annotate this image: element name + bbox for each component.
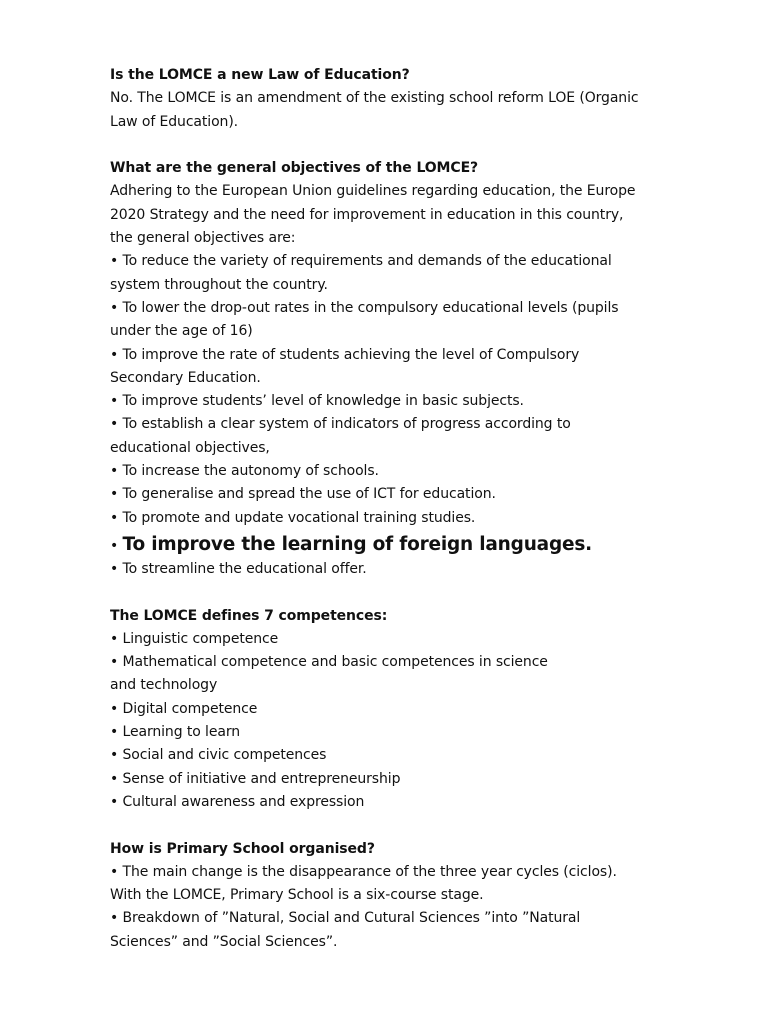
- bullet-line: • Cultural awareness and expression: [110, 793, 365, 810]
- spacer: [110, 814, 670, 837]
- bullet-line: • Sense of initiative and entrepreneurship: [110, 770, 401, 787]
- bullet-line: • To promote and update vocational training studies.: [110, 509, 476, 526]
- bullet-line: • To generalise and spread the use of ICT for education.: [110, 486, 496, 503]
- highlighted-text: To improve the learning of foreign languages.: [122, 533, 592, 555]
- paragraph-line: Adhering to the European Union guidelines regarding education, the Europe: [110, 183, 636, 200]
- paragraph-line: With the LOMCE, Primary School is a six-course stage.: [110, 887, 484, 904]
- bullet-line: • To establish a clear system of indicators of progress according to: [110, 416, 571, 433]
- section-heading-law: Is the LOMCE a new Law of Education?: [110, 67, 410, 83]
- paragraph-line: No. The LOMCE is an amendment of the existing school reform LOE (Organic: [110, 90, 639, 107]
- bullet-marker: •: [110, 537, 123, 554]
- section-heading-competences: The LOMCE defines 7 competences:: [110, 607, 388, 624]
- spacer: [110, 134, 670, 157]
- bullet-line: under the age of 16): [110, 323, 253, 340]
- bullet-line: • Learning to learn: [110, 724, 241, 741]
- bullet-line: • To improve students’ level of knowledge in basic subjects.: [110, 393, 524, 410]
- paragraph-line: 2020 Strategy and the need for improvement in education in this country,: [110, 206, 624, 223]
- bullet-line: • Mathematical competence and basic competences in science: [110, 654, 548, 671]
- bullet-line: • Linguistic competence: [110, 630, 279, 647]
- paragraph-line: Sciences” and ”Social Sciences”.: [110, 933, 338, 950]
- bullet-line: and technology: [110, 677, 218, 694]
- bullet-line: • To increase the autonomy of schools.: [110, 463, 379, 480]
- bullet-line: • Digital competence: [110, 700, 258, 717]
- bullet-line: Secondary Education.: [110, 369, 261, 386]
- bullet-line: system throughout the country.: [110, 276, 328, 293]
- highlighted-bullet: [110, 530, 670, 561]
- section-heading-primary: How is Primary School organised?: [110, 840, 375, 857]
- bullet-line: • Breakdown of ”Natural, Social and Cutural Sciences ”into ”Natural: [110, 910, 581, 927]
- paragraph-line: the general objectives are:: [110, 230, 296, 247]
- section-heading-objectives: What are the general objectives of the LOMCE?: [110, 160, 479, 177]
- bullet-line: • To reduce the variety of requirements and demands of the educational: [110, 253, 612, 270]
- bullet-line: educational objectives,: [110, 439, 270, 456]
- bullet-line: • Social and civic competences: [110, 747, 327, 764]
- document-page: [110, 64, 670, 954]
- spacer: [110, 581, 670, 604]
- bullet-line: • The main change is the disappearance of the three year cycles (ciclos).: [110, 863, 617, 880]
- paragraph-line: Law of Education).: [110, 113, 239, 130]
- bullet-line: • To lower the drop-out rates in the compulsory educational levels (pupils: [110, 299, 619, 316]
- bullet-line: • To streamline the educational offer.: [110, 560, 367, 577]
- bullet-line: • To improve the rate of students achieving the level of Compulsory: [110, 346, 580, 363]
